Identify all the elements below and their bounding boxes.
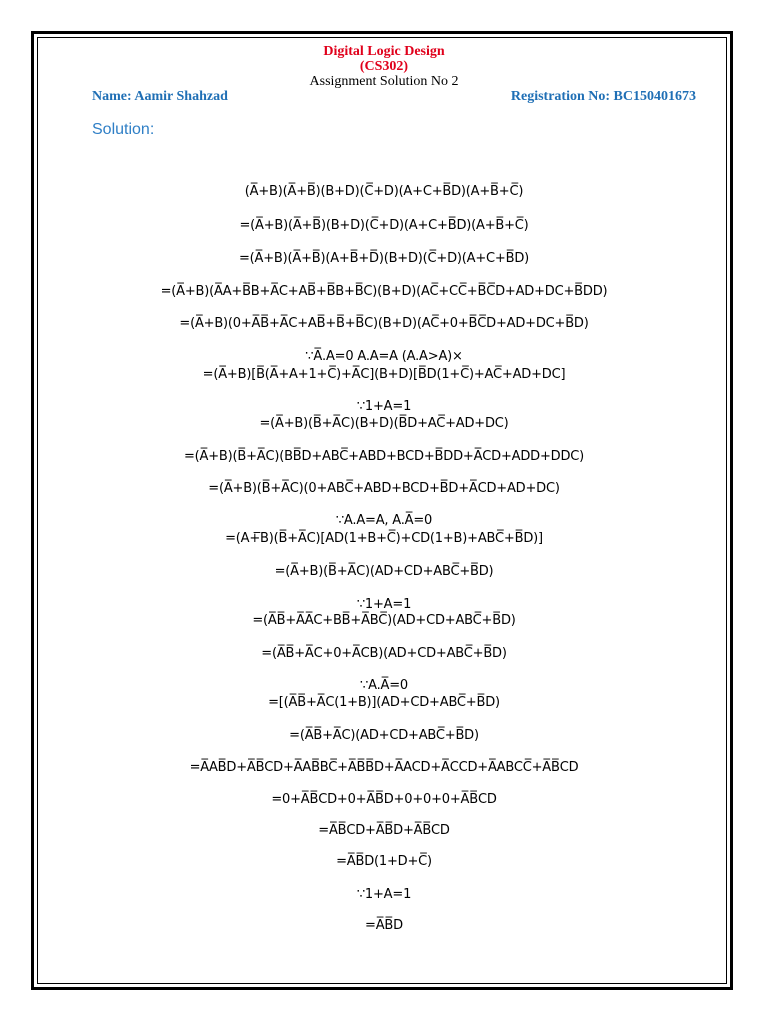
page-border-inner (37, 37, 727, 984)
step-line: =A̅B̅D(1+D+C̅) (336, 854, 432, 869)
identity-note: ∵1+A=1 (356, 597, 412, 612)
step-line: =(A̅+B)(A̅A+B̅B+A̅C+AB̅+B̅B+B̅C)(B+D)(AC̅+CC̅+B̅C̅D+AD+DC+B̅DD) (160, 284, 608, 299)
solution-label: Solution: (92, 121, 155, 138)
step-line: =(A̅+B)[B̅(A̅+A+1+C̅)+A̅C](B+D)[B̅D(1+C̅)+AC̅+AD+DC] (202, 367, 566, 382)
step-line: =(A̅B̅+A̅C+0+A̅CB)(AD+CD+ABC̅+B̅D) (261, 646, 507, 661)
student-name: Name: Aamir Shahzad (92, 89, 228, 104)
identity-note: ∵1+A=1 (356, 399, 412, 414)
step-line: =(A̅+B)(B̅+A̅C)(B+D)(B̅D+AC̅+AD+DC) (259, 416, 509, 431)
identity-note: ∵A.A=A, A.A̅=0 (335, 513, 433, 528)
identity-note: ∵A̅.A=0 A.A=A (A.A>A)× (305, 349, 463, 364)
step-line: =(A̅+B)(A̅+B̅)(A+B̅+D̅)(B+D)(C̅+D)(A+C+B̅D) (238, 251, 530, 266)
final-result: =A̅B̅D (365, 918, 403, 933)
registration-number: Registration No: BC150401673 (510, 89, 696, 104)
step-line: =A̅B̅CD+A̅B̅D+A̅B̅CD (318, 823, 450, 838)
step-line: =(A̅+B)(B̅+A̅C)(BB̅D+ABC̅+ABD+BCD+B̅DD+A̅CD+ADD+DDC) (183, 449, 585, 464)
step-line: =[(A̅B̅+A̅C(1+B)](AD+CD+ABC̅+B̅D) (268, 695, 500, 710)
step-line: =(A̅+B)(A̅+B̅)(B+D)(C̅+D)(A+C+B̅D)(A+B̅+C̅) (239, 218, 529, 233)
step-line: =(A̅B̅+A̅C)(AD+CD+ABC̅+B̅D) (289, 728, 479, 743)
step-line: =(A̅+B)(0+A̅B̅+A̅C+AB̅+B̅+B̅C)(B+D)(AC̅+0+B̅C̅D+AD+DC+B̅D) (179, 316, 589, 331)
step-line: =A̅AB̅D+A̅B̅CD+A̅AB̅BC̅+A̅B̅B̅D+A̅ACD+A̅CCD+A̅ABCC̅+A̅B̅CD (189, 760, 579, 775)
course-title: Digital Logic Design (323, 44, 445, 59)
step-line: =(A̅+B)(B̅+A̅C)(0+ABC̅+ABD+BCD+B̅D+A̅CD+AD+DC) (208, 481, 560, 496)
step-line: =0+A̅B̅CD+0+A̅B̅D+0+0+0+A̅B̅CD (271, 792, 497, 807)
step-line: (A̅+B)(A̅+B̅)(B+D)(C̅+D)(A+C+B̅D)(A+B̅+C̅) (244, 184, 524, 199)
identity-note: ∵1+A=1 (356, 887, 412, 902)
course-code: (CS302) (359, 59, 409, 74)
assignment-title: Assignment Solution No 2 (309, 74, 459, 89)
step-line: =(A̅B̅+A̅A̅C+BB̅+A̅BC̅)(AD+CD+ABC̅+B̅D) (252, 613, 516, 628)
identity-note: ∵A.A̅=0 (360, 678, 408, 693)
step-line: =(A+̅B)(B̅+A̅C)[AD(1+B+C̅)+CD(1+B)+ABC̅+B̅D)] (225, 531, 543, 546)
step-line: =(A̅+B)(B̅+A̅C)(AD+CD+ABC̅+B̅D) (274, 564, 494, 579)
